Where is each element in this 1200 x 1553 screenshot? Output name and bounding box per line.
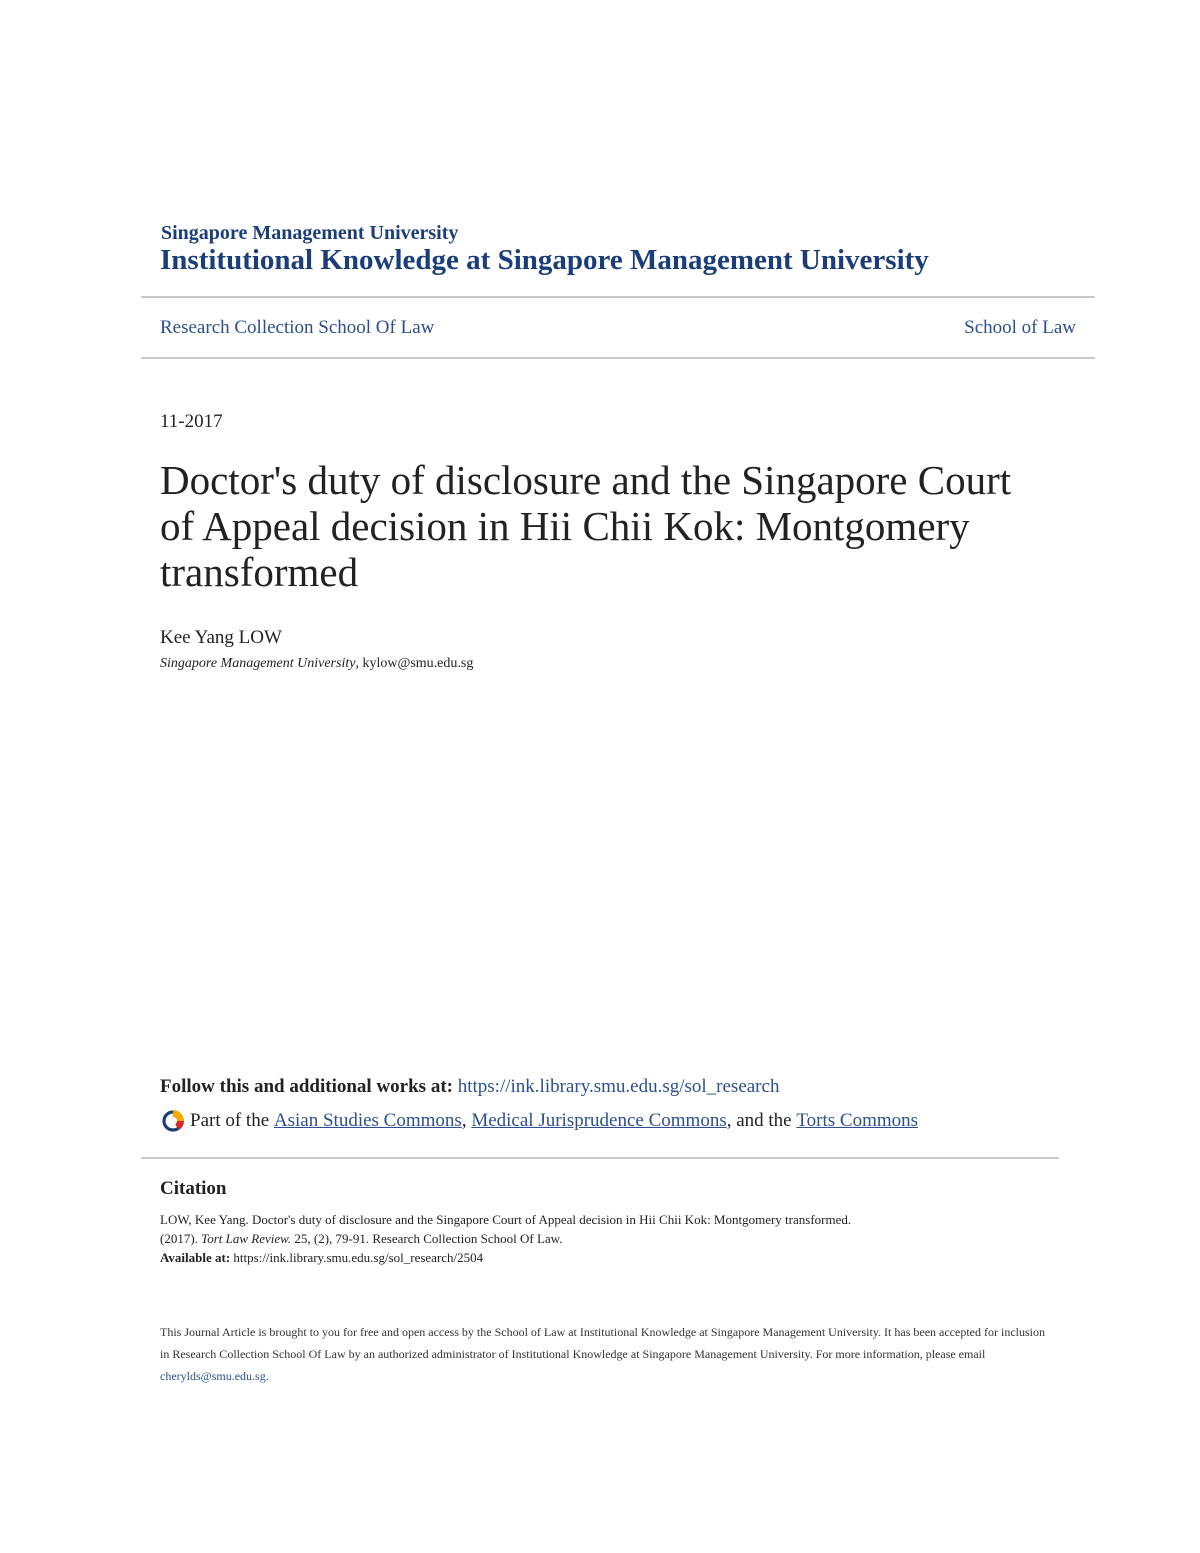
mid-divider [141, 357, 1095, 359]
citation-details: 25, (2), 79-91. Research Collection School Of Law. [294, 1231, 563, 1246]
repository-name[interactable]: Institutional Knowledge at Singapore Management University [160, 244, 929, 276]
citation-year: (2017). [160, 1231, 198, 1246]
available-label: Available at: [160, 1250, 231, 1265]
notice-end: . [265, 1369, 269, 1383]
school-link[interactable]: School of Law [964, 317, 1076, 338]
available-url[interactable]: https://ink.library.smu.edu.sg/sol_research/2504 [233, 1250, 484, 1265]
part-of-sep-1: , [461, 1110, 467, 1131]
university-name: Singapore Management University [161, 222, 459, 244]
notice-text: This Journal Article is brought to you for free and open access by the School of Law at Institutional Knowledge at Singapore Management University. It has been accepted for inclusion in Research Collection School Of Law by an authorized administrator of Institutional Knowledge at Singapore Management University. For more information, please email [160, 1325, 1045, 1361]
citation-text [160, 1210, 1060, 1267]
affiliation-name: Singapore Management University [160, 656, 356, 671]
part-of-line [160, 1108, 918, 1134]
bepress-network-icon [160, 1108, 186, 1134]
citation-heading: Citation [160, 1178, 227, 1199]
follow-line [160, 1076, 779, 1098]
torts-commons-link[interactable]: Torts Commons [796, 1110, 919, 1131]
publication-date: 11-2017 [160, 411, 223, 432]
notice-email-link[interactable]: cherylds@smu.edu.sg [160, 1369, 266, 1383]
follow-url[interactable]: https://ink.library.smu.edu.sg/sol_research [457, 1076, 780, 1097]
top-divider [141, 296, 1095, 298]
author-name: Kee Yang LOW [160, 627, 282, 648]
article-title: Doctor's duty of disclosure and the Singapore Court of Appeal decision in Hii Chii Kok: Montgomery transformed [160, 457, 1012, 595]
author-email: , kylow@smu.edu.sg [355, 656, 474, 671]
follow-label: Follow this and additional works at: [160, 1076, 453, 1097]
access-notice [160, 1321, 1050, 1387]
citation-journal: Tort Law Review. [201, 1231, 292, 1246]
part-of-prefix: Part of the [190, 1110, 270, 1131]
citation-line-1: LOW, Kee Yang. Doctor's duty of disclosure and the Singapore Court of Appeal decision in Hii Chii Kok: Montgomery transformed. [160, 1212, 852, 1227]
medical-jurisprudence-commons-link[interactable]: Medical Jurisprudence Commons [471, 1110, 727, 1131]
asian-studies-commons-link[interactable]: Asian Studies Commons [273, 1110, 462, 1131]
part-of-sep-2: , and the [726, 1110, 792, 1131]
collection-link[interactable]: Research Collection School Of Law [160, 317, 435, 338]
citation-divider [141, 1157, 1059, 1159]
author-affiliation [160, 656, 473, 672]
